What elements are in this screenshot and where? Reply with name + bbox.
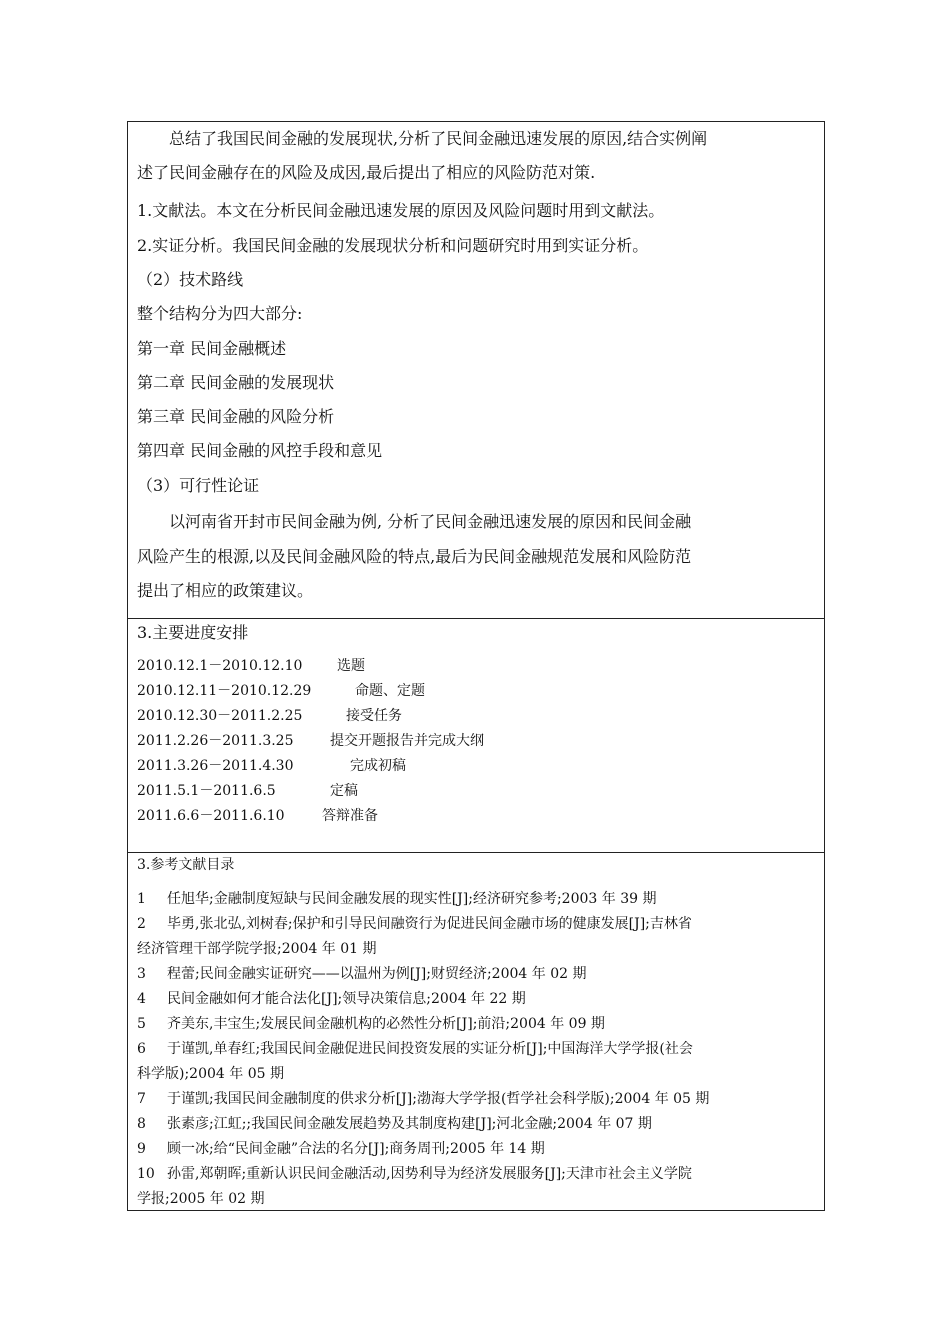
feasibility-line-1: 以河南省开封市民间金融为例, 分析了民间金融迅速发展的原因和民间金融 (169, 512, 692, 531)
schedule-task: 选题 (337, 658, 365, 674)
chapter-item: 第二章 民间金融的发展现状 (137, 373, 335, 392)
schedule-row (137, 679, 425, 704)
references-heading: 3.参考文献目录 (137, 857, 235, 873)
schedule-task: 命题、定题 (355, 683, 425, 699)
schedule-heading: 3.主要进度安排 (137, 623, 249, 642)
schedule-date: 2011.5.1－2011.6.5 (137, 783, 276, 799)
reference-text-continued: 经济管理干部学院学报;2004 年 01 期 (137, 941, 377, 957)
reference-item (137, 987, 816, 1012)
reference-text: 程蕾;民间金融实证研究——以温州为例[J];财贸经济;2004 年 02 期 (167, 966, 587, 982)
reference-text: 于谨凯,单春红;我国民间金融促进民间投资发展的实证分析[J];中国海洋大学学报(社会 (167, 1041, 693, 1057)
reference-text: 任旭华;金融制度短缺与民间金融发展的现实性[J];经济研究参考;2003 年 39 期 (167, 891, 657, 907)
reference-text-continued: 科学版);2004 年 05 期 (137, 1066, 284, 1082)
chapter-item: 第一章 民间金融概述 (137, 339, 287, 358)
reference-text-continued: 学报;2005 年 02 期 (137, 1191, 265, 1207)
schedule-date: 2010.12.1－2010.12.10 (137, 658, 303, 674)
reference-number: 8 (137, 1116, 146, 1132)
reference-text: 齐美东,丰宝生;发展民间金融机构的必然性分析[J];前沿;2004 年 09 期 (167, 1016, 605, 1032)
reference-number: 5 (137, 1016, 146, 1032)
structure-intro: 整个结构分为四大部分: (137, 304, 303, 323)
chapter-item: 第四章 民间金融的风控手段和意见 (137, 441, 383, 460)
references-list (137, 887, 816, 1212)
method-item-empirical: 2.实证分析。我国民间金融的发展现状分析和问题研究时用到实证分析。 (137, 236, 649, 255)
schedule-task: 定稿 (330, 783, 358, 799)
schedule-row (137, 779, 358, 804)
schedule-list (137, 654, 484, 829)
schedule-task: 答辩准备 (322, 808, 378, 824)
reference-text: 顾一冰;给“民间金融”合法的名分[J];商务周刊;2005 年 14 期 (167, 1141, 545, 1157)
chapter-item: 第三章 民间金融的风险分析 (137, 407, 335, 426)
feasibility-line-3: 提出了相应的政策建议。 (137, 581, 314, 600)
tech-route-heading: （2）技术路线 (137, 270, 244, 289)
feasibility-line-2: 风险产生的根源,以及民间金融风险的特点,最后为民间金融规范发展和风险防范 (137, 547, 692, 566)
reference-item (137, 912, 816, 962)
schedule-row (137, 754, 406, 779)
schedule-date: 2011.6.6－2011.6.10 (137, 808, 285, 824)
reference-number: 3 (137, 966, 146, 982)
reference-item (137, 887, 816, 912)
reference-text: 民间金融如何才能合法化[J];领导决策信息;2004 年 22 期 (167, 991, 526, 1007)
schedule-task: 完成初稿 (350, 758, 406, 774)
summary-line-2: 述了民间金融存在的风险及成因,最后提出了相应的风险防范对策. (137, 163, 596, 182)
schedule-date: 2011.3.26－2011.4.30 (137, 758, 294, 774)
reference-text: 张素彦;江虹;;我国民间金融发展趋势及其制度构建[J];河北金融;2004 年 07 期 (167, 1116, 652, 1132)
schedule-row (137, 654, 365, 679)
reference-text: 毕勇,张北弘,刘树春;保护和引导民间融资行为促进民间金融市场的健康发展[J];吉林省 (167, 916, 692, 932)
reference-item (137, 1137, 816, 1162)
schedule-section (127, 618, 825, 853)
schedule-date: 2011.2.26－2011.3.25 (137, 733, 294, 749)
schedule-task: 接受任务 (346, 708, 402, 724)
reference-item (137, 1012, 816, 1037)
reference-text: 于谨凯;我国民间金融制度的供求分析[J];渤海大学学报(哲学社会科学版);2004 年 05 期 (167, 1091, 710, 1107)
schedule-row (137, 804, 378, 829)
reference-number: 4 (137, 991, 146, 1007)
schedule-row (137, 729, 484, 754)
reference-item (137, 1112, 816, 1137)
method-item-literature: 1.文献法。本文在分析民间金融迅速发展的原因及风险问题时用到文献法。 (137, 201, 665, 220)
reference-number: 10 (137, 1166, 155, 1182)
methods-section (127, 121, 825, 619)
reference-item (137, 1087, 816, 1112)
reference-text: 孙雷,郑朝晖;重新认识民间金融活动,因势利导为经济发展服务[J];天津市社会主义学院 (167, 1166, 692, 1182)
schedule-date: 2010.12.30－2011.2.25 (137, 708, 303, 724)
summary-line-1: 总结了我国民间金融的发展现状,分析了民间金融迅速发展的原因,结合实例阐 (169, 129, 708, 148)
reference-item (137, 1037, 816, 1087)
references-section (127, 852, 825, 1211)
reference-number: 2 (137, 916, 146, 932)
reference-number: 6 (137, 1041, 146, 1057)
schedule-date: 2010.12.11－2010.12.29 (137, 683, 312, 699)
schedule-task: 提交开题报告并完成大纲 (330, 733, 484, 749)
reference-item (137, 1162, 816, 1212)
reference-number: 9 (137, 1141, 146, 1157)
reference-number: 1 (137, 891, 146, 907)
feasibility-heading: （3）可行性论证 (137, 476, 260, 495)
reference-number: 7 (137, 1091, 146, 1107)
schedule-row (137, 704, 402, 729)
reference-item (137, 962, 816, 987)
